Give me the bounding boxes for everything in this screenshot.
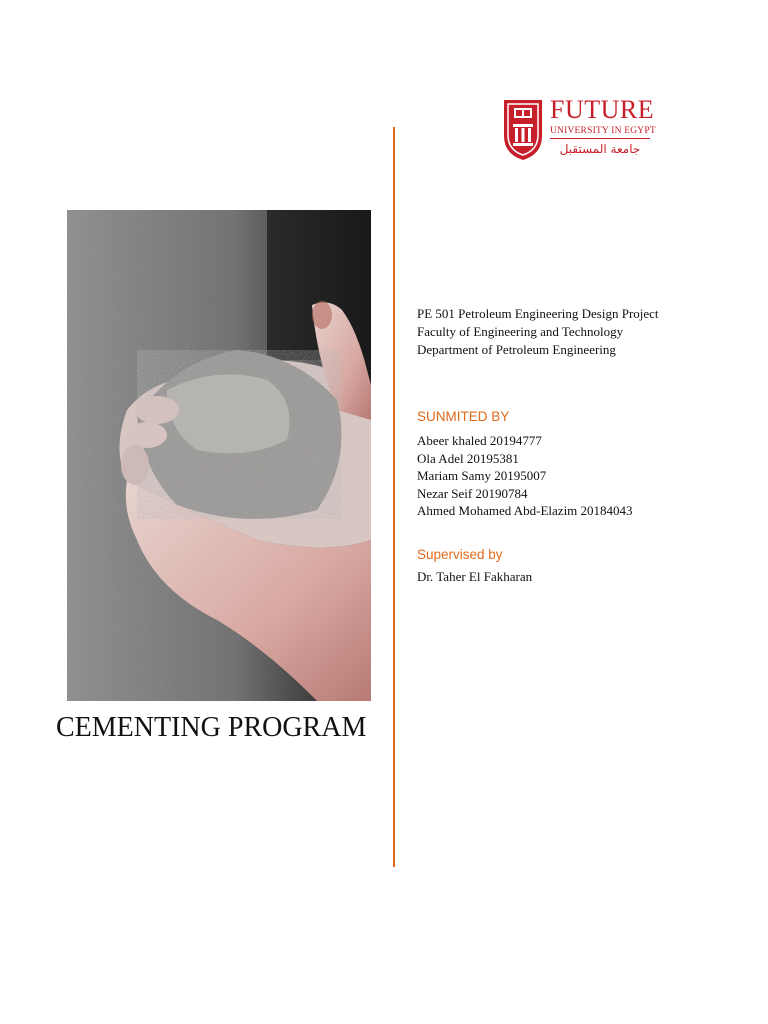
supervisor-list <box>417 568 532 586</box>
cover-photo <box>67 210 371 701</box>
vertical-divider <box>393 127 395 867</box>
submitted-by-heading: SUNMITED BY <box>417 409 510 424</box>
team-member: Mariam Samy 20195007 <box>417 468 547 483</box>
shield-crest-icon <box>500 96 546 162</box>
logo-arabic-text: جامعة المستقبل <box>559 142 641 156</box>
team-member: Ola Adel 20195381 <box>417 450 519 466</box>
course-info <box>417 305 659 359</box>
team-member: Abeer khaled 20194777 <box>417 433 542 448</box>
team-member: Nezar Seif 20190784 <box>417 485 528 501</box>
supervised-by-heading: Supervised by <box>417 547 503 562</box>
faculty-line: Faculty of Engineering and Technology <box>417 324 624 339</box>
team-member-list <box>417 432 633 520</box>
document-title: CEMENTING PROGRAM <box>56 712 367 743</box>
logo-brand-text: FUTURE <box>550 95 655 124</box>
team-member: Ahmed Mohamed Abd-Elazim 20184043 <box>417 503 633 518</box>
department-line: Department of Petroleum Engineering <box>417 342 616 357</box>
supervisor-name: Dr. Taher El Fakharan <box>417 569 533 584</box>
university-logo <box>500 96 660 166</box>
course-code-line: PE 501 Petroleum Engineering Design Project <box>417 306 659 321</box>
logo-subtitle: UNIVERSITY IN EGYPT <box>550 126 656 136</box>
logo-rule <box>550 138 650 139</box>
